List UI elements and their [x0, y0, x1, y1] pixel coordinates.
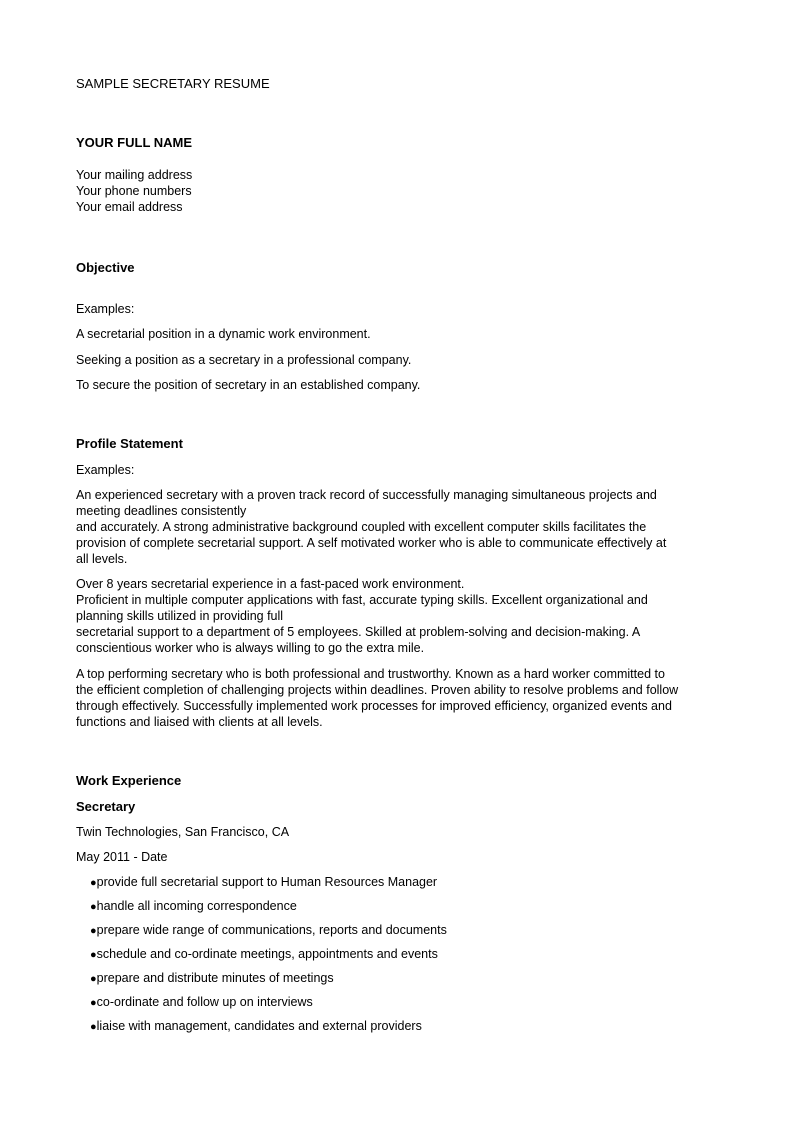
objective-example-1: A secretarial position in a dynamic work environment. [76, 327, 371, 341]
objective-heading: Objective [76, 260, 135, 275]
duty-text: liaise with management, candidates and external providers [96, 1019, 422, 1033]
profile-heading: Profile Statement [76, 436, 183, 451]
objective-examples-label: Examples: [76, 302, 135, 316]
profile-example-1-line: provision of complete secretarial support. A self motivated worker who is able to communicate effectively at [76, 536, 667, 550]
mailing-address: Your mailing address [76, 168, 193, 182]
objective-example-3: To secure the position of secretary in an established company. [76, 378, 421, 392]
profile-examples-label: Examples: [76, 463, 135, 477]
profile-example-3-line: through effectively. Successfully implemented work processes for improved efficiency, organized events and [76, 699, 672, 713]
bullet-icon: ● [90, 997, 97, 1009]
list-item [90, 946, 710, 970]
bullet-icon: ● [90, 901, 97, 913]
company-location: Twin Technologies, San Francisco, CA [76, 825, 290, 839]
profile-example-2-line: planning skills utilized in providing full [76, 609, 284, 623]
work-experience-heading: Work Experience [76, 773, 182, 788]
list-item [90, 970, 710, 994]
full-name: YOUR FULL NAME [76, 135, 193, 150]
list-item [90, 922, 710, 946]
duty-text: prepare and distribute minutes of meetings [96, 971, 334, 985]
profile-example-3-line: the efficient completion of challenging projects within deadlines. Proven ability to resolve problems and follow [76, 683, 679, 697]
profile-example-2-line: secretarial support to a department of 5 employees. Skilled at problem-solving and decision-making. A [76, 625, 641, 639]
bullet-icon: ● [90, 877, 97, 889]
profile-example-3 [76, 666, 716, 730]
bullet-icon: ● [90, 1021, 97, 1033]
job-title: Secretary [76, 799, 136, 814]
job-duties-list [90, 874, 710, 1042]
profile-example-1-line: meeting deadlines consistently [76, 504, 247, 518]
profile-example-2-line: conscientious worker who is always willing to go the extra mile. [76, 641, 425, 655]
duty-text: prepare wide range of communications, reports and documents [96, 923, 447, 937]
profile-example-1 [76, 487, 716, 567]
duty-text: schedule and co-ordinate meetings, appointments and events [96, 947, 438, 961]
employment-dates: May 2011 - Date [76, 850, 168, 864]
email-address: Your email address [76, 200, 183, 214]
bullet-icon: ● [90, 949, 97, 961]
profile-example-1-line: all levels. [76, 552, 128, 566]
profile-example-2-line: Over 8 years secretarial experience in a fast-paced work environment. [76, 577, 465, 591]
profile-example-1-line: An experienced secretary with a proven track record of successfully managing simultaneous projects and [76, 488, 657, 502]
list-item [90, 1018, 710, 1042]
document-title: SAMPLE SECRETARY RESUME [76, 76, 270, 91]
profile-example-1-line: and accurately. A strong administrative background coupled with excellent computer skills facilitates the [76, 520, 647, 534]
list-item [90, 874, 710, 898]
contact-details [76, 167, 716, 215]
profile-example-3-line: functions and liaised with clients at all levels. [76, 715, 323, 729]
bullet-icon: ● [90, 925, 97, 937]
list-item [90, 898, 710, 922]
bullet-icon: ● [90, 973, 97, 985]
objective-example-2: Seeking a position as a secretary in a professional company. [76, 353, 412, 367]
profile-example-3-line: A top performing secretary who is both professional and trustworthy. Known as a hard worker committed to [76, 667, 665, 681]
phone-numbers: Your phone numbers [76, 184, 192, 198]
profile-example-2-line: Proficient in multiple computer applications with fast, accurate typing skills. Excellent organizational and [76, 593, 648, 607]
duty-text: provide full secretarial support to Human Resources Manager [96, 875, 438, 889]
duty-text: handle all incoming correspondence [96, 899, 297, 913]
profile-example-2 [76, 576, 716, 656]
list-item [90, 994, 710, 1018]
duty-text: co-ordinate and follow up on interviews [96, 995, 313, 1009]
